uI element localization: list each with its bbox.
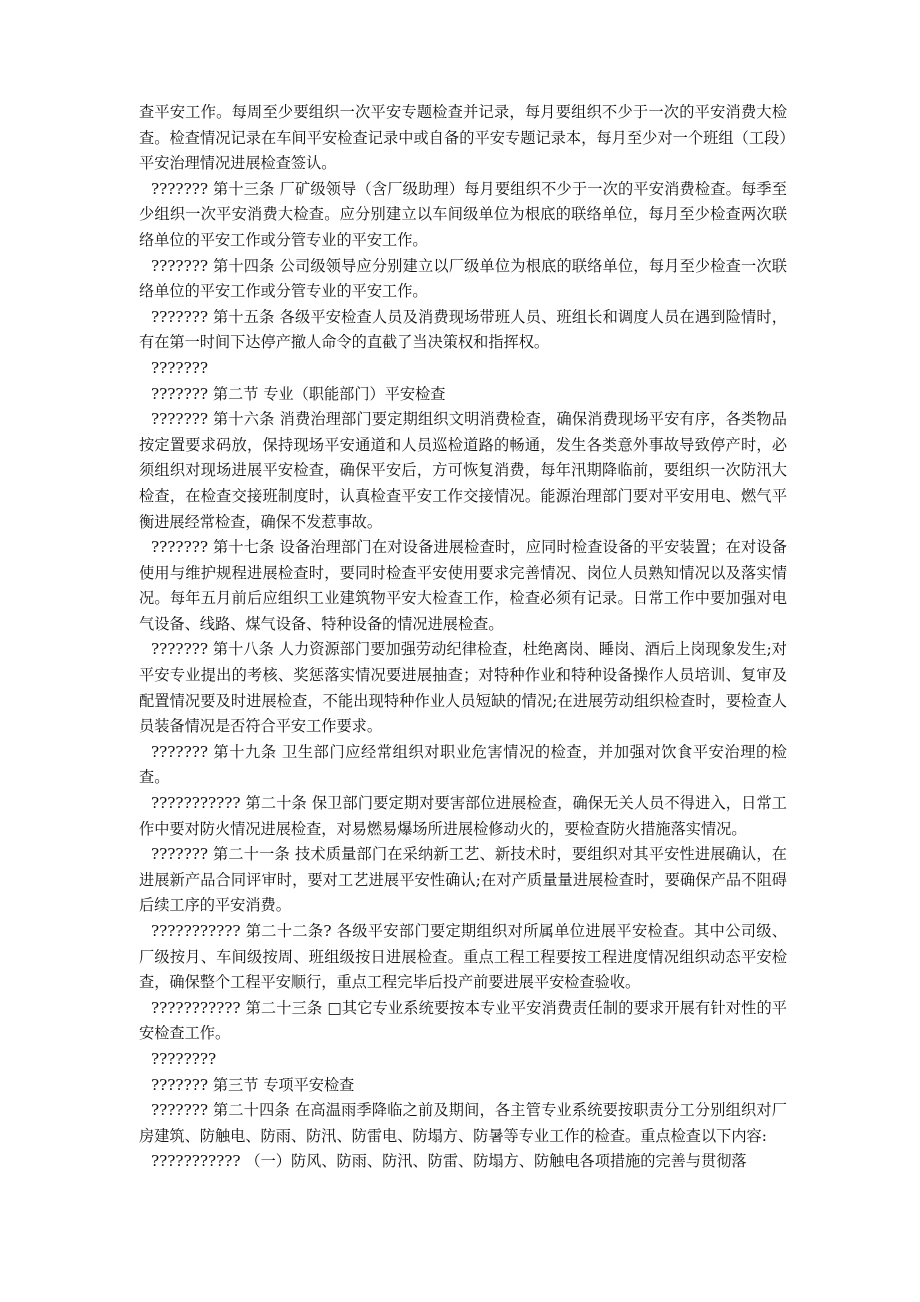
paragraph-blank-2: ???????? [151,1049,217,1068]
paragraph-article-22: ??????????? 第二十二条? 各级平安部门要定期组织对所属单位进展平安检查。其中公司级、厂级按月、车间级按周、班组级按日进展检查。重点工程工程要按工程进度情况组织动态平安检查，确保整个工程平安顺行，重点工程完毕后投产前要进展平安检查验收。 [139,922,787,992]
document-page [139,100,787,1175]
section-heading-3: ??????? 第三节 专项平安检查 [151,1075,355,1094]
paragraph-article-24: ??????? 第二十四条 在高温雨季降临之前及期间，各主管专业系统要按职责分工分别组织对厂房建筑、防触电、防雨、防汛、防雷电、防塌方、防暑等专业工作的检查。重点检查以下内容: [139,1101,787,1145]
paragraph-article-16: ??????? 第十六条 消费治理部门要定期组织文明消费检查，确保消费现场平安有序，各类物品按定置要求码放，保持现场平安通道和人员巡检道路的畅通，发生各类意外事故导致停产时，必须组织对现场进展平安检查，确保平安后，方可恢复消费，每年汛期降临前，要组织一次防汛大检查，在检查交接班制度时，认真检查平安工作交接情况。能源治理部门要对平安用电、燃气平衡进展经常检查，确保不发惹事故。 [139,410,787,531]
paragraph-article-17: ??????? 第十七条 设备治理部门在对设备进展检查时，应同时检查设备的平安装置；在对设备使用与维护规程进展检查时，要同时检查平安使用要求完善情况、岗位人员熟知情况以及落实情况。每年五月前后应组织工业建筑物平安大检查工作，检查必须有记录。日常工作中要加强对电气设备、线路、煤气设备、特种设备的情况进展检查。 [139,538,787,633]
paragraph-article-19: ??????? 第十九条 卫生部门应经常组织对职业危害情况的检查，并加强对饮食平安治理的检查。 [139,742,787,787]
paragraph-article-13: ??????? 第十三条 厂矿级领导（含厂级助理）每月要组织不少于一次的平安消费检查。每季至少组织一次平安消费大检查。应分别建立以车间级单位为根底的联络单位，每月至少检查两次联络单位的平安工作或分管专业的平安工作。 [139,179,787,249]
paragraph-article-23: ??????????? 第二十三条 □其它专业系统要按本专业平安消费责任制的要求开展有针对性的平安检查工作。 [139,998,787,1043]
paragraph-blank-1: ??????? [151,358,208,377]
paragraph-article-14: ??????? 第十四条 公司级领导应分别建立以厂级单位为根底的联络单位，每月至少检查一次联络单位的平安工作或分管专业的平安工作。 [139,256,787,301]
paragraph-article-18: ??????? 第十八条 人力资源部门要加强劳动纪律检查，杜绝离岗、睡岗、酒后上岗现象发生;对平安专业提出的考核、奖惩落实情况要进展抽查；对特种作业和特种设备操作人员培训、复审及配置情况要及时进展检查，不能出现特种作业人员短缺的情况;在进展劳动组织检查时，要检查人员装备情况是否符合平安工作要求。 [139,640,787,736]
section-heading-2: ??????? 第二节 专业（职能部门）平安检查 [151,384,446,403]
paragraph-article-20: ??????????? 第二十条 保卫部门要定期对要害部位进展检查，确保无关人员不得进入，日常工作中要对防火情况进展检查，对易燃易爆场所进展检修动火的，要检查防火措施落实情况。 [139,794,787,838]
paragraph-item-1: ??????????? （一）防风、防雨、防汛、防雷、防塌方、防触电各项措施的完善与贯彻落 [151,1152,747,1171]
paragraph-article-15: ??????? 第十五条 各级平安检查人员及消费现场带班人员、班组长和调度人员在遇到险情时，有在第一时间下达停产撤人命令的直截了当决策权和指挥权。 [139,307,787,352]
paragraph-continuation: 查平安工作。每周至少要组织一次平安专题检查并记录，每月要组织不少于一次的平安消费大检查。检查情况记录在车间平安检查记录中或自备的平安专题记录本，每月至少对一个班组（工段）平安治理情况进展检查签认。 [139,103,787,173]
paragraph-article-21: ??????? 第二十一条 技术质量部门在采纳新工艺、新技术时，要组织对其平安性进展确认，在进展新产品合同评审时，要对工艺进展平安性确认;在对产质量量进展检查时，要确保产品不阻碍后续工序的平安消费。 [139,845,787,915]
